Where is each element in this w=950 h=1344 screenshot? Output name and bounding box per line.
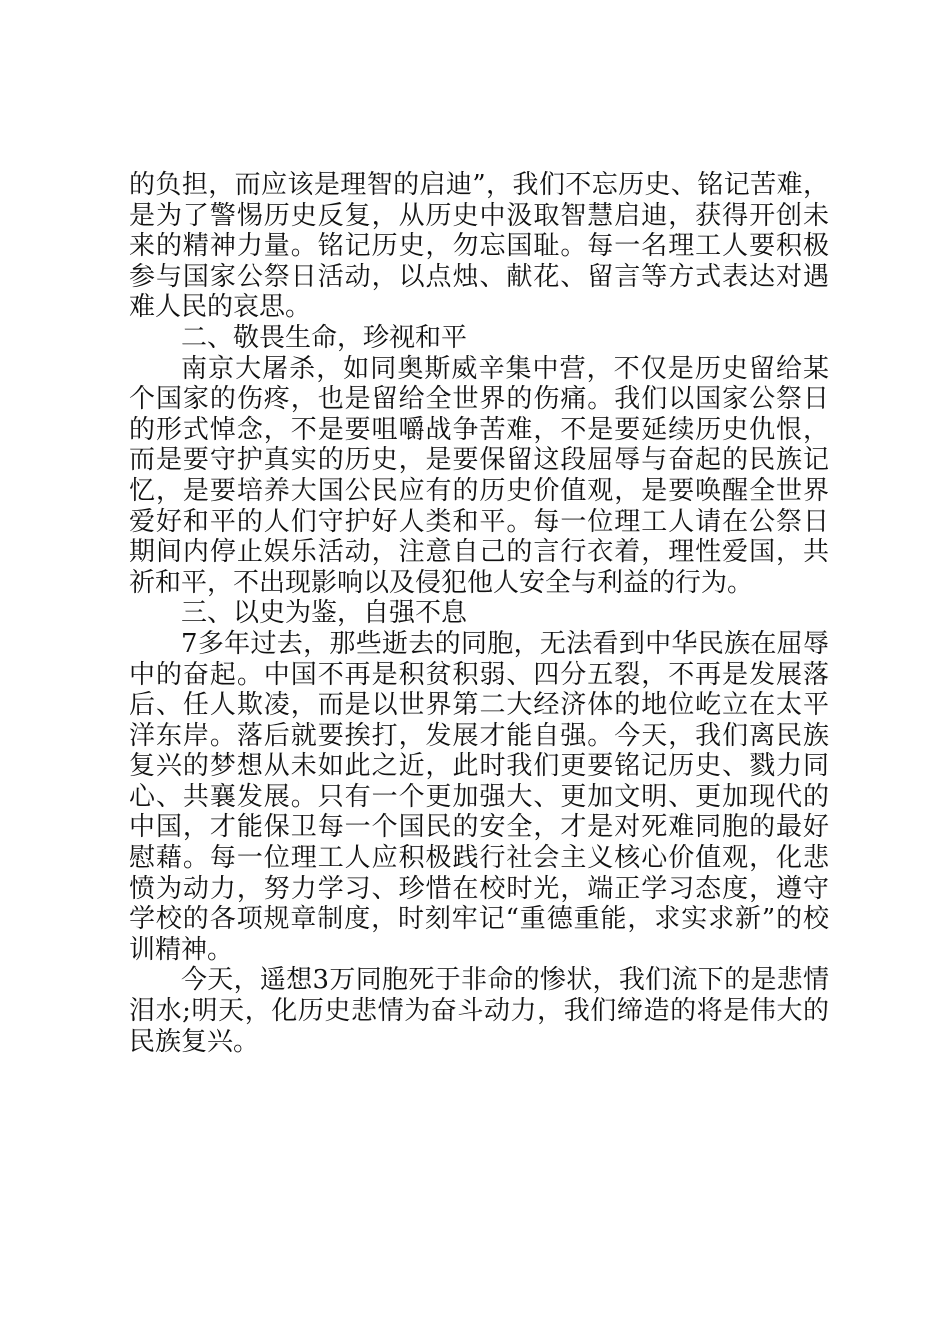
paragraph-closing: 今天，遥想3万同胞死于非命的惨状，我们流下的是悲情泪水;明天，化历史悲情为奋斗动力，我们缔造的将是伟大的民族复兴。 [129,965,829,1057]
paragraph: 7多年过去，那些逝去的同胞，无法看到中华民族在屈辱中的奋起。中国不再是积贫积弱、四分五裂，不再是发展落后、任人欺凌，而是以世界第二大经济体的地位屹立在太平洋东岸。落后就要挨打，发展才能自强。今天，我们离民族复兴的梦想从未如此之近，此时我们更要铭记历史、戮力同心、共襄发展。只有一个更加强大、更加文明、更加现代的中国，才能保卫每一个国民的安全，才是对死难同胞的最好慰藉。每一位理工人应积极践行社会主义核心价值观，化悲愤为动力，努力学习、珍惜在校时光，端正学习态度，遵守学校的各项规章制度，时刻牢记“重德重能，求实求新”的校训精神。 [129,628,829,965]
paragraph: 南京大屠杀，如同奥斯威辛集中营，不仅是历史留给某个国家的伤疼，也是留给全世界的伤痛。我们以国家公祭日的形式悼念，不是要咀嚼战争苦难，不是要延续历史仇恨，而是要守护真实的历史，是要保留这段屈辱与奋起的民族记忆，是要培养大国公民应有的历史价值观，是要唤醒全世界爱好和平的人们守护好人类和平。每一位理工人请在公祭日期间内停止娱乐活动，注意自己的言行衣着，理性爱国，共祈和平，不出现影响以及侵犯他人安全与利益的行为。 [129,353,829,598]
paragraph-continuation: 的负担，而应该是理智的启迪”，我们不忘历史、铭记苦难，是为了警惕历史反复，从历史中汲取智慧启迪，获得开创未来的精神力量。铭记历史，勿忘国耻。每一名理工人要积极参与国家公祭日活动，以点烛、献花、留言等方式表达对遇难人民的哀思。 [129,170,829,323]
section-heading-2: 二、敬畏生命，珍视和平 [181,322,468,353]
section-heading-3: 三、以史为鉴，自强不息 [181,598,468,629]
document-body [129,170,829,1057]
